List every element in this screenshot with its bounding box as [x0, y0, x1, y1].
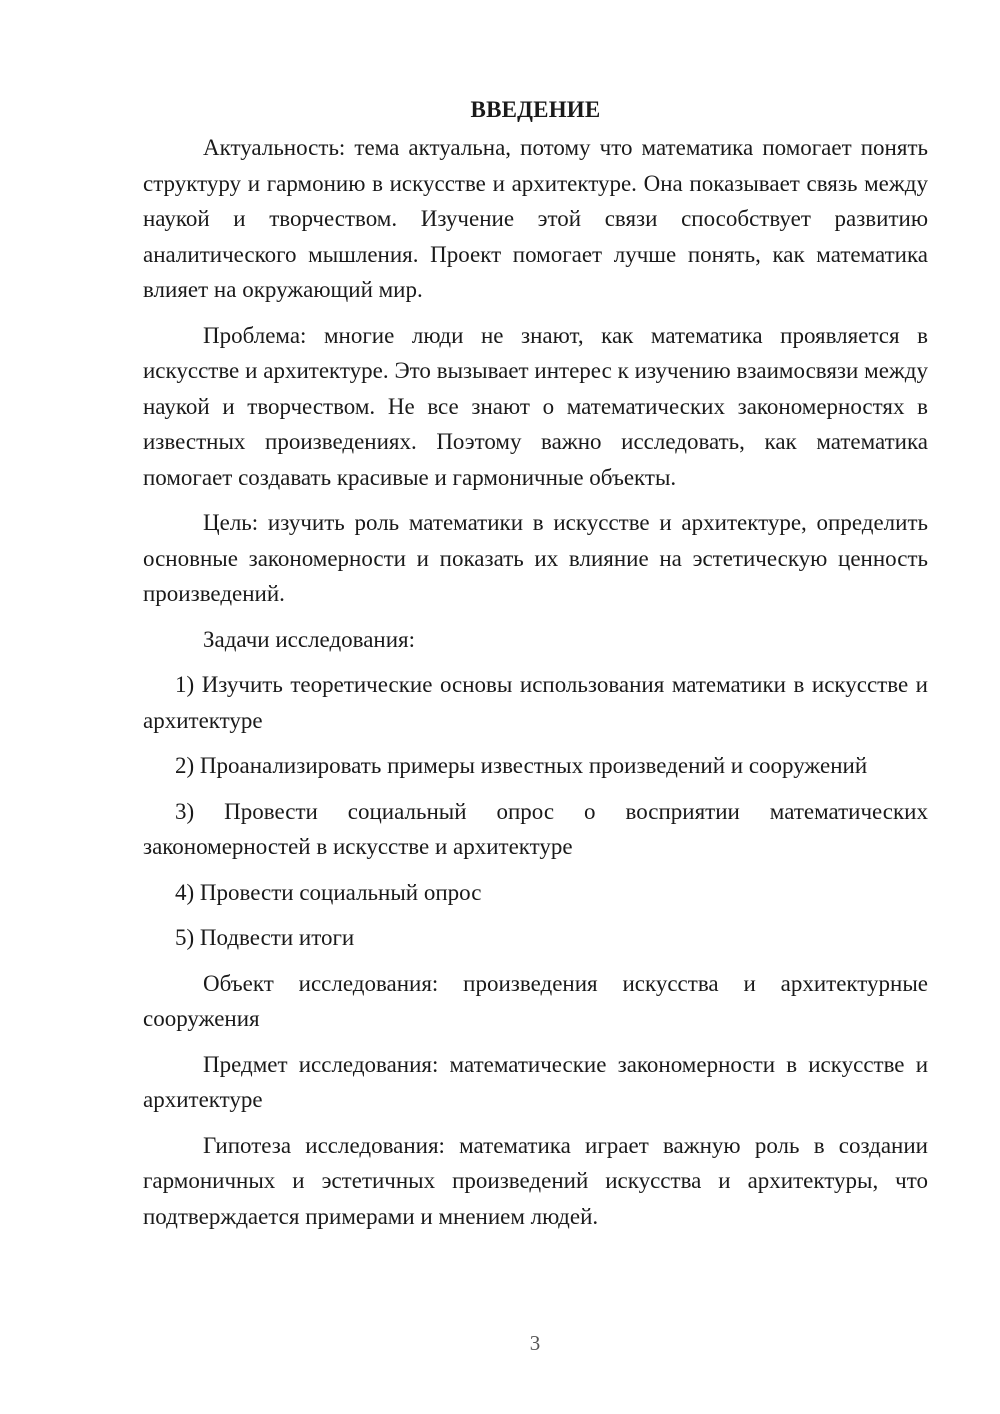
task-item-2: 2) Проанализировать примеры известных произведений и сооружений — [175, 753, 868, 778]
paragraph-tasks-heading: Задачи исследования: — [203, 626, 416, 652]
paragraph-object: Объект исследования: произведения искусства и архитектурные сооружения — [143, 970, 928, 1031]
paragraph-hypothesis: Гипотеза исследования: математика играет важную роль в создании гармоничных и эстетичных произведений искусства и архитектуры, что подтверждается примерами и мнением людей. — [143, 1132, 928, 1229]
paragraph-subject: Предмет исследования: математические закономерности в искусстве и архитектуре — [143, 1051, 928, 1112]
task-item-1: 1) Изучить теоретические основы использования математики в искусстве и архитектуре — [143, 672, 928, 733]
task-item-5: 5) Подвести итоги — [175, 925, 355, 950]
page-number: 3 — [529, 1331, 541, 1355]
paragraph-relevance: Актуальность: тема актуальна, потому что математика помогает понять структуру и гармонию в искусстве и архитектуре. Она показывает связь между наукой и творчеством. Изучение этой связи способствует развитию аналитического мышления. Проект помогает лучше понять, как математика влияет на окружающий мир. — [143, 135, 928, 302]
paragraph-goal: Цель: изучить роль математики в искусстве и архитектуре, определить основные закономерности и показать их влияние на эстетическую ценность произведений. — [143, 510, 928, 606]
task-item-3: 3) Провести социальный опрос о восприятии математических закономерностей в искусстве и архитектуре — [143, 798, 928, 859]
paragraph-problem: Проблема: многие люди не знают, как математика проявляется в искусстве и архитектуре. Это вызывает интерес к изучению взаимосвязи между наукой и творчеством. Не все знают о математических закономерностях в известных произведениях. Поэтому важно исследовать, как математика помогает создавать красивые и гармоничные объекты. — [143, 322, 928, 490]
task-item-4: 4) Провести социальный опрос — [175, 879, 482, 905]
document-page — [143, 92, 928, 1244]
section-title: ВВЕДЕНИЕ — [470, 97, 601, 122]
